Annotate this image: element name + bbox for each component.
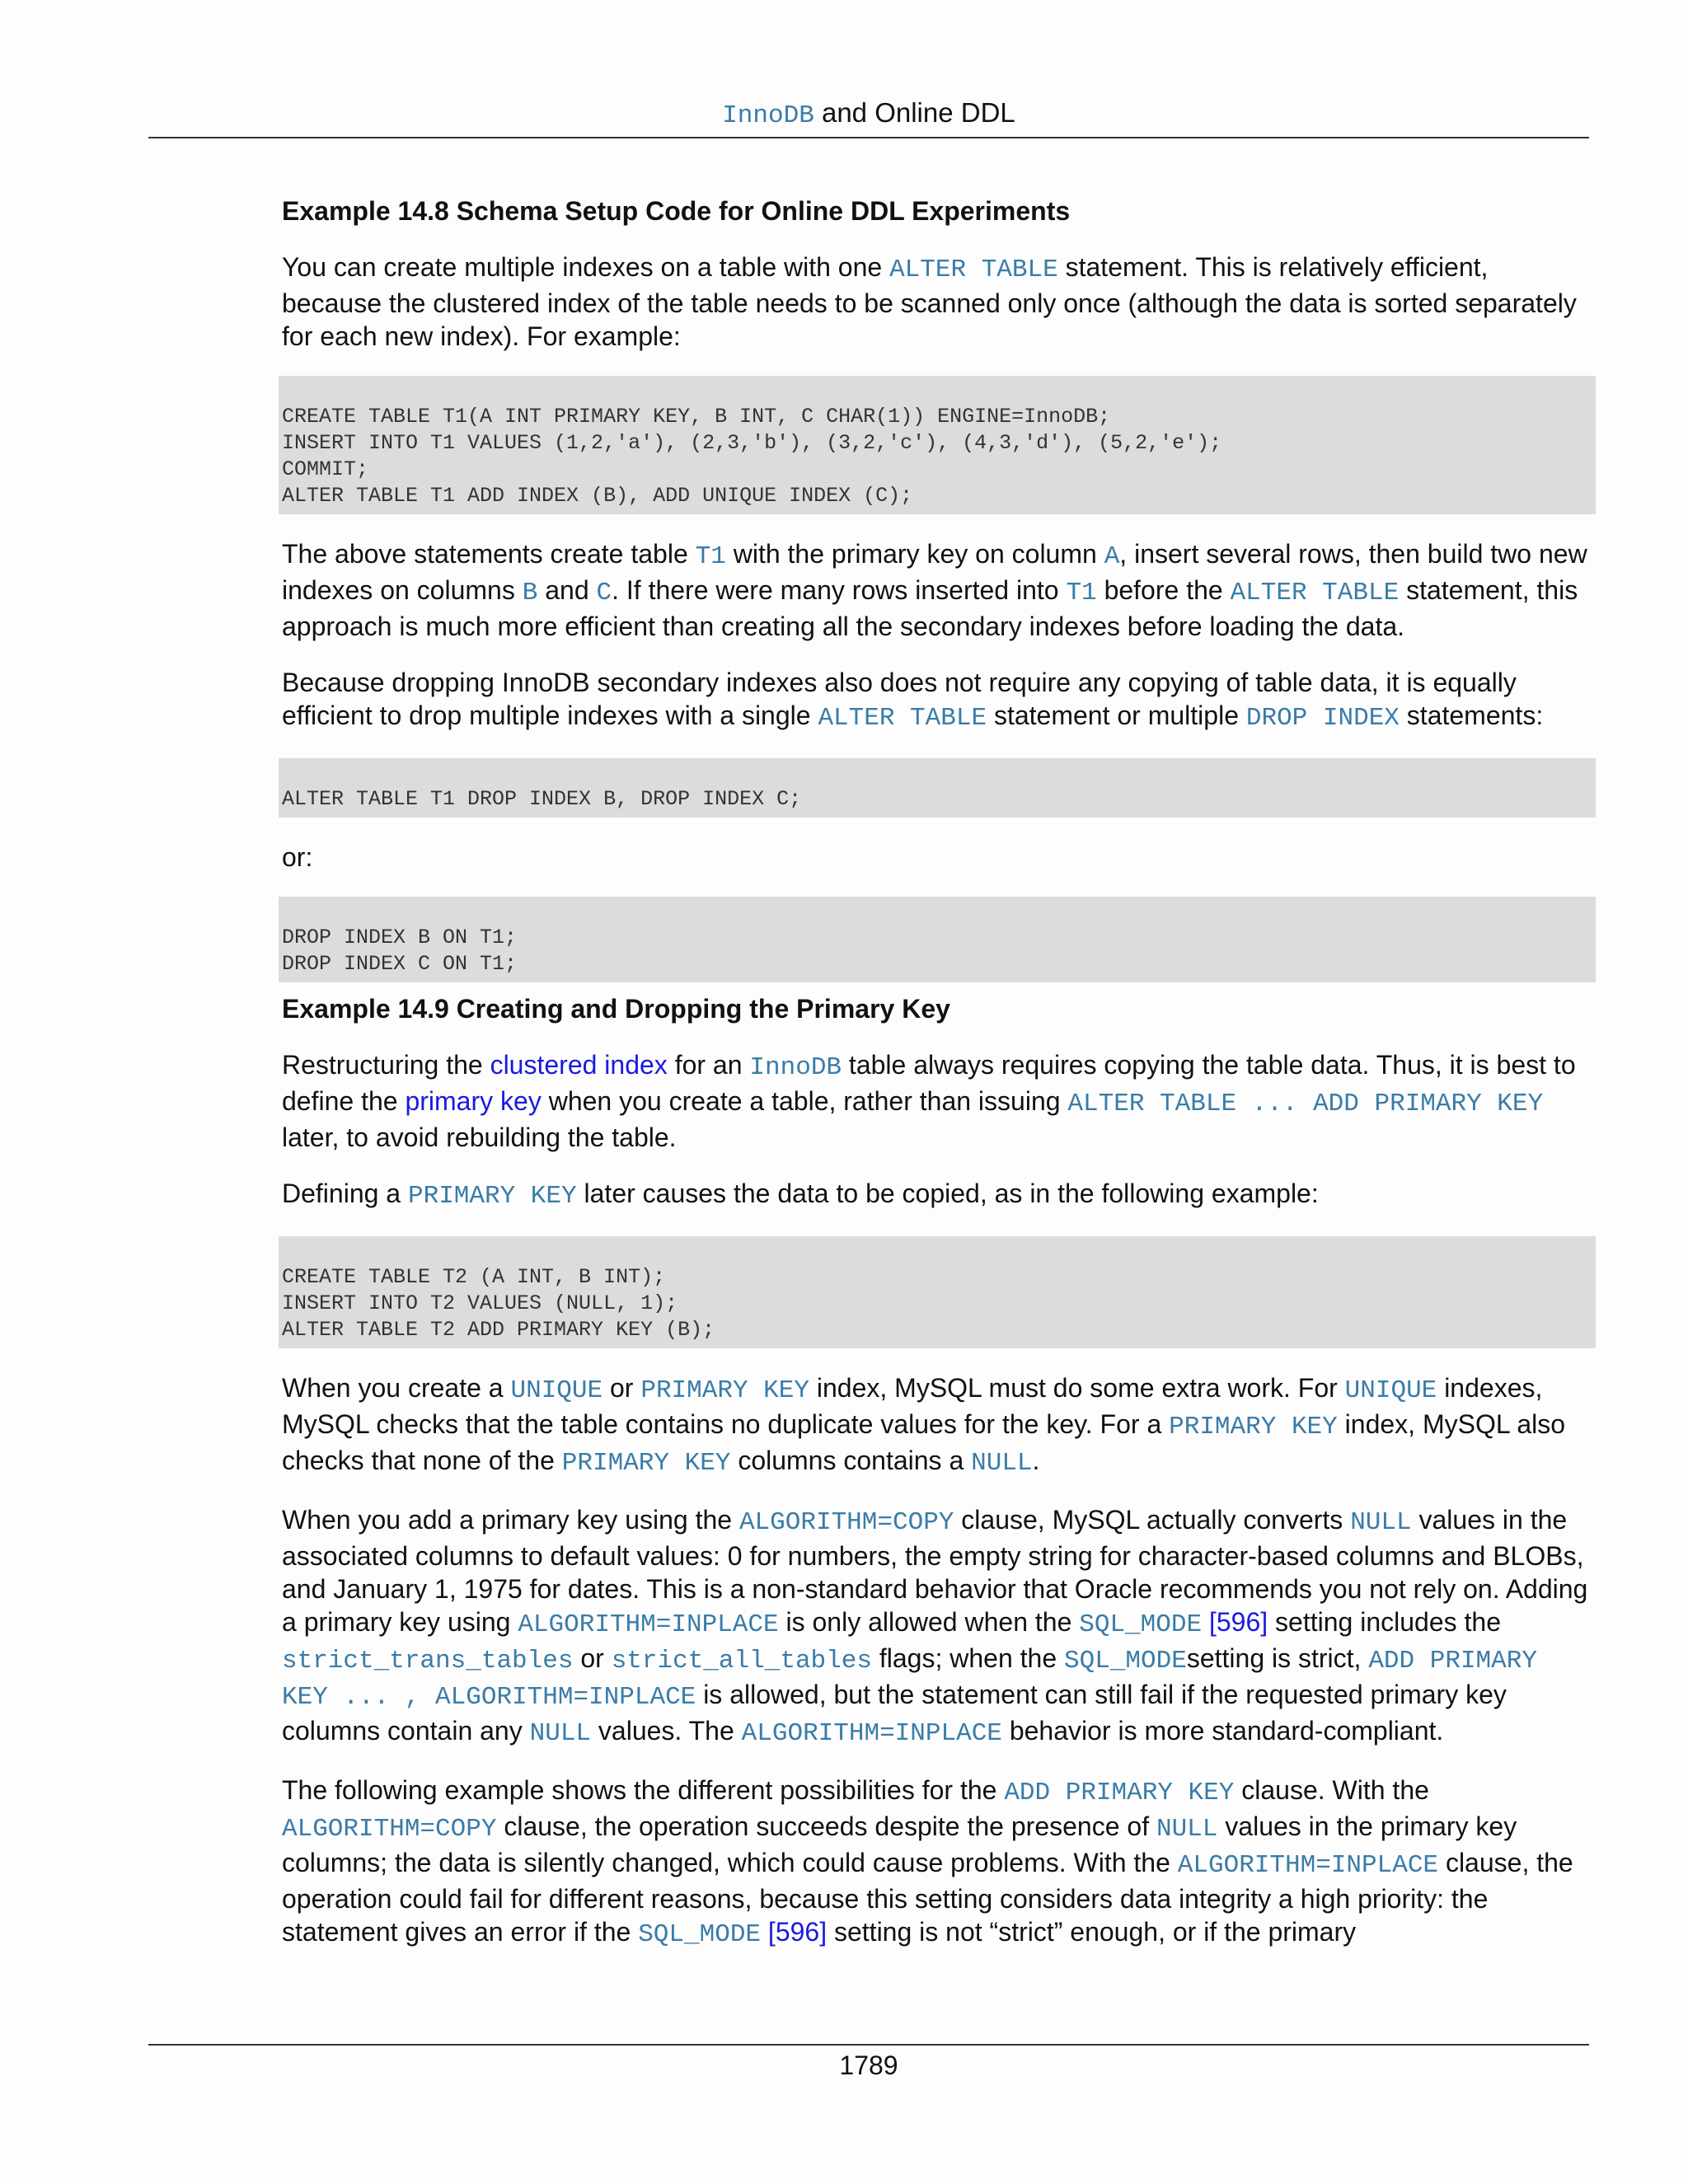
code-block: ALTER TABLE T1 DROP INDEX B, DROP INDEX C; [279,758,1596,818]
paragraph: Restructuring the clustered index for an InnoDB table always requires copying the table data. Thus, it is best to define the primary key when you create a table, rather than issuing ALTER TABLE ... ADD PRIMARY KEY later, to avoid rebuilding the table. [282,1050,1576,1152]
paragraph: The following example shows the different possibilities for the ADD PRIMARY KEY clause. With the ALGORITHM=COPY clause, the operation succeeds despite the presence of NULL values in the primary key columns; the data is silently changed, which could cause problems. With the ALGORITHM=INPLACE clause, the operation could fail for different reasons, because this setting considers data integrity a high priority: the statement gives an error if the SQL_MODE [596] setting is not “strict” enough, or if the primary [282,1775,1573,1949]
link-clustered-index[interactable]: clustered index [490,1050,668,1080]
paragraph: The above statements create table T1 with the primary key on column A, insert several rows, then build two new indexes on columns B and C. If there were many rows inserted into T1 before the ALTER TABLE statement, this approach is much more efficient than creating all the secondary indexes before loading the data. [282,539,1587,641]
header-rule [148,137,1589,138]
link-primary-key[interactable]: primary key [405,1086,542,1116]
page-header [148,96,1589,134]
code-block: CREATE TABLE T2 (A INT, B INT); INSERT INTO T2 VALUES (NULL, 1); ALTER TABLE T2 ADD PRIMARY KEY (B); [279,1236,1596,1348]
paragraph: When you add a primary key using the ALGORITHM=COPY clause, MySQL actually converts NULL values in the associated columns to default values: 0 for numbers, the empty string for character-based columns and BLOBs, and January 1, 1975 for dates. This is a non-standard behavior that Oracle recommends you not rely on. Adding a primary key using ALGORITHM=INPLACE is only allowed when the SQL_MODE [596] setting includes the strict_trans_tables or strict_all_tables flags; when the SQL_MODEsetting is strict, ADD PRIMARY KEY ... , ALGORITHM=INPLACE is allowed, but the statement can still fail if the requested primary key columns contain any NULL values. The ALGORITHM=INPLACE behavior is more standard-compliant. [282,1505,1588,1748]
page-content [282,194,1592,1975]
code-block: CREATE TABLE T1(A INT PRIMARY KEY, B INT, C CHAR(1)) ENGINE=InnoDB; INSERT INTO T1 VALUES (1,2,'a'), (2,3,'b'), (3,2,'c'), (4,3,'d'), (5,2,'e'); COMMIT; ALTER TABLE T1 ADD INDEX (B), ADD UNIQUE INDEX (C); [279,376,1596,514]
paragraph-or: or: [282,842,313,872]
paragraph: You can create multiple indexes on a table with one ALTER TABLE statement. This is relatively efficient, because the clustered index of the table needs to be scanned only once (although the data is sorted separately for each new index). For example: [282,252,1577,351]
paragraph: Defining a PRIMARY KEY later causes the data to be copied, as in the following example: [282,1179,1319,1211]
paragraph: Because dropping InnoDB secondary indexes also does not require any copying of table data, it is equally efficient to drop multiple indexes with a single ALTER TABLE statement or multiple DROP INDEX statements: [282,668,1544,733]
header-code: InnoDB [722,101,814,130]
header-text: and Online DDL [814,97,1015,128]
link-ref-596[interactable]: [596] [761,1917,828,1947]
example-14-8-title: Example 14.8 Schema Setup Code for Online DDL Experiments [282,196,1071,226]
paragraph: When you create a UNIQUE or PRIMARY KEY index, MySQL must do some extra work. For UNIQUE indexes, MySQL checks that the table contains no duplicate values for the key. For a PRIMARY KEY index, MySQL also checks that none of the PRIMARY KEY columns contains a NULL. [282,1373,1566,1478]
footer-rule [148,2044,1589,2046]
example-14-9-title: Example 14.9 Creating and Dropping the Primary Key [282,994,950,1024]
link-ref-596[interactable]: [596] [1202,1607,1268,1637]
page-number: 1789 [839,2050,898,2080]
code-block: DROP INDEX B ON T1; DROP INDEX C ON T1; [279,897,1596,982]
